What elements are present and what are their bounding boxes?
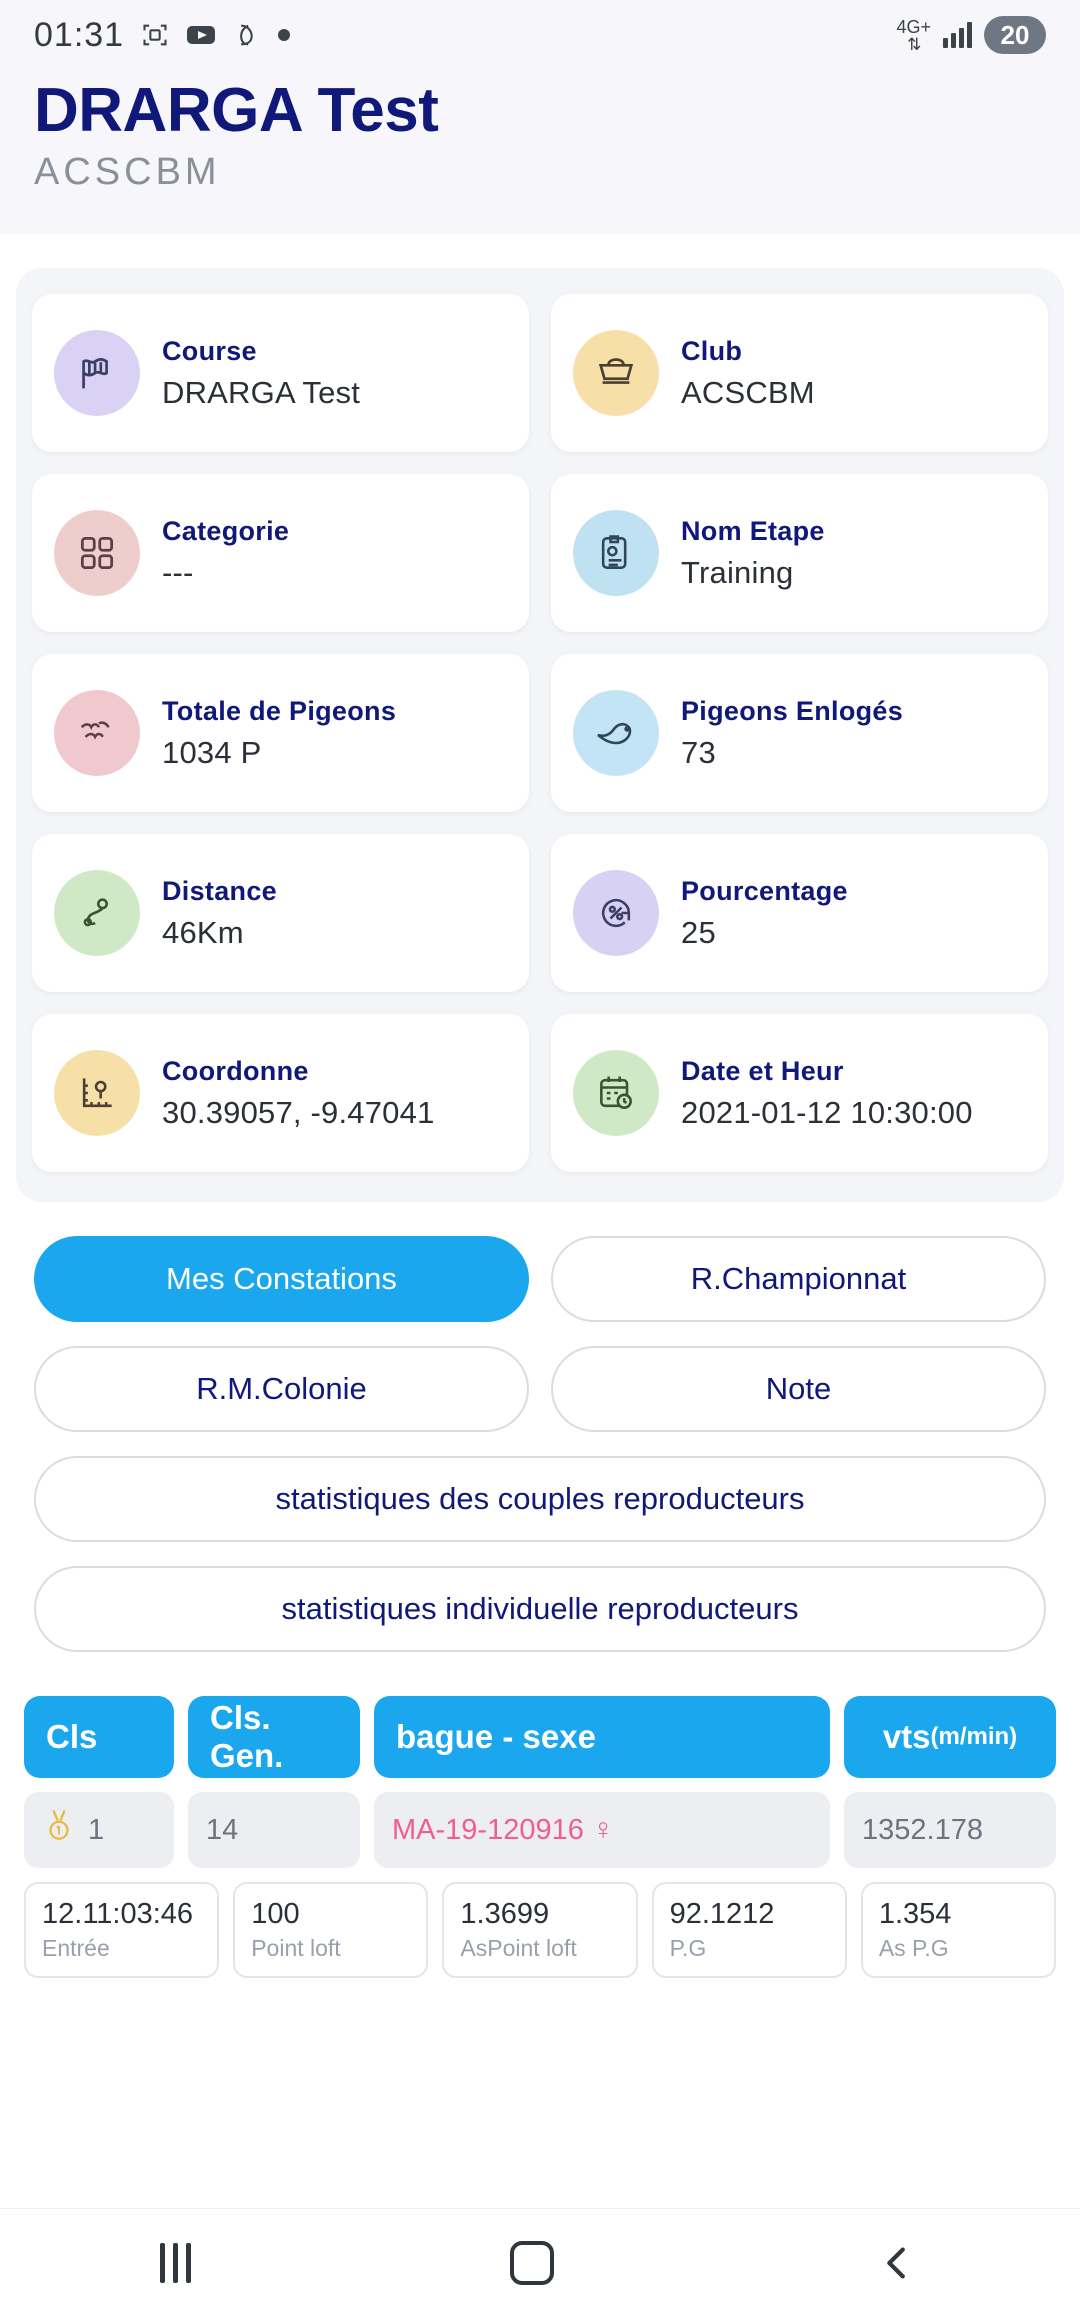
info-card-grid — [32, 294, 1048, 1172]
signal-icon — [943, 22, 972, 48]
detail-value: 100 — [251, 1898, 300, 1931]
tab-statistiques-couples[interactable]: statistiques des couples reproducteurs — [34, 1456, 1046, 1542]
info-card-texts — [162, 696, 396, 771]
column-header-vts-unit: (m/min) — [930, 1723, 1018, 1751]
results-table — [0, 1652, 1080, 1978]
detail-label: AsPoint loft — [460, 1935, 577, 1962]
race-flags-icon — [54, 330, 140, 416]
info-card-label: Distance — [162, 875, 277, 906]
info-card-label: Pourcentage — [681, 875, 848, 906]
detail-label: Point loft — [251, 1935, 341, 1962]
cell-cls — [24, 1792, 174, 1868]
info-card-value: 30.39057, -9.47041 — [162, 1094, 435, 1130]
detail-value: 1.354 — [878, 1898, 952, 1931]
page-header — [0, 70, 1080, 234]
cell-cls-gen: 14 — [188, 1792, 360, 1868]
detail-pg — [652, 1882, 847, 1978]
info-card-value: 25 — [681, 914, 716, 950]
detail-point-loft — [233, 1882, 428, 1978]
info-card-value: 73 — [681, 734, 716, 770]
info-card-nom-etape — [551, 474, 1048, 632]
cell-vts: 1352.178 — [844, 1792, 1056, 1868]
detail-aspoint-loft — [442, 1882, 637, 1978]
info-card-label: Coordonne — [162, 1055, 309, 1086]
info-card-categorie — [32, 474, 529, 632]
tab-group — [0, 1202, 1080, 1652]
medal-icon — [42, 1807, 76, 1853]
info-card-texts — [681, 336, 815, 411]
youtube-icon — [186, 20, 216, 50]
cls-value: 1 — [88, 1813, 105, 1846]
info-card-label: Totale de Pigeons — [162, 695, 397, 726]
status-bar — [0, 0, 1080, 70]
tab-r-m-colonie[interactable]: R.M.Colonie — [34, 1346, 529, 1432]
info-card-texts — [681, 1056, 973, 1131]
info-card-value: 2021-01-12 10:30:00 — [681, 1094, 973, 1130]
detail-label: P.G — [669, 1935, 707, 1962]
page-subtitle: ACSCBM — [34, 151, 221, 194]
dove-icon — [573, 690, 659, 776]
info-card-value: --- — [162, 554, 194, 590]
status-time: 01:31 — [34, 15, 125, 54]
cell-bague — [374, 1792, 830, 1868]
android-nav-bar — [0, 2208, 1080, 2316]
column-header-cls-gen[interactable]: Cls. Gen. — [188, 1696, 360, 1778]
back-icon[interactable] — [874, 2240, 920, 2286]
map-route-icon — [54, 870, 140, 956]
status-bar-right — [896, 16, 1046, 54]
tab-mes-constations[interactable]: Mes Constations — [34, 1236, 529, 1322]
detail-as-pg — [861, 1882, 1056, 1978]
status-bar-left — [34, 16, 290, 55]
info-card-texts — [162, 876, 277, 951]
pigeons-icon — [54, 690, 140, 776]
club-banner-icon — [573, 330, 659, 416]
info-card-texts — [681, 876, 848, 951]
info-card-pigeons-enloges — [551, 654, 1048, 812]
detail-label: As P.G — [878, 1935, 949, 1962]
detail-value: 12.11:03:46 — [42, 1898, 194, 1931]
clipboard-step-icon — [573, 510, 659, 596]
detail-label: Entrée — [42, 1935, 110, 1962]
page-title: DRARGA Test — [34, 76, 439, 145]
calendar-clock-icon — [573, 1050, 659, 1136]
home-icon[interactable] — [510, 2241, 554, 2285]
category-grid-icon — [54, 510, 140, 596]
column-header-cls[interactable]: Cls — [24, 1696, 174, 1778]
info-card-value: 1034 P — [162, 734, 262, 770]
info-card-label: Club — [681, 335, 743, 366]
bague-value: MA-19-120916 — [392, 1813, 584, 1846]
screenshot-icon — [140, 20, 170, 50]
battery-indicator: 20 — [984, 16, 1046, 54]
percent-icon — [573, 870, 659, 956]
app-icon — [232, 20, 262, 50]
dot-icon — [278, 29, 290, 41]
info-card-distance — [32, 834, 529, 992]
row-details — [24, 1882, 1056, 1978]
info-card-pourcentage — [551, 834, 1048, 992]
info-card-value: 46Km — [162, 914, 244, 950]
info-card-label: Pigeons Enlogés — [681, 695, 904, 726]
info-card-value: DRARGA Test — [162, 374, 361, 410]
column-header-bague-sexe[interactable]: bague - sexe — [374, 1696, 830, 1778]
info-card-club — [551, 294, 1048, 452]
detail-entree — [24, 1882, 219, 1978]
info-panel — [16, 268, 1064, 1202]
info-card-texts — [162, 1056, 435, 1131]
info-card-label: Nom Etape — [681, 515, 825, 546]
recents-icon[interactable] — [160, 2243, 191, 2283]
detail-value: 1.3699 — [460, 1898, 550, 1931]
column-header-vts[interactable] — [844, 1696, 1056, 1778]
info-card-course — [32, 294, 529, 452]
table-row[interactable] — [24, 1792, 1056, 1868]
info-card-label: Categorie — [162, 515, 290, 546]
tab-statistiques-individuelle[interactable]: statistiques individuelle reproducteurs — [34, 1566, 1046, 1652]
info-card-label: Date et Heur — [681, 1055, 844, 1086]
tab-note[interactable]: Note — [551, 1346, 1046, 1432]
info-card-texts — [162, 516, 289, 591]
info-card-totale-pigeons — [32, 654, 529, 812]
network-type: 4G+ ⇅ — [896, 16, 931, 54]
tab-r-championnat[interactable]: R.Championnat — [551, 1236, 1046, 1322]
info-card-value: Training — [681, 554, 794, 590]
results-header-row — [24, 1696, 1056, 1778]
female-icon: ♀ — [591, 1813, 615, 1847]
column-header-vts-label: vts — [882, 1718, 931, 1756]
info-card-texts — [162, 336, 360, 411]
info-card-date-heur — [551, 1014, 1048, 1172]
info-card-texts — [681, 696, 903, 771]
coordinates-pin-icon — [54, 1050, 140, 1136]
info-card-label: Course — [162, 335, 257, 366]
detail-value: 92.1212 — [669, 1898, 775, 1931]
info-card-texts — [681, 516, 825, 591]
info-card-value: ACSCBM — [681, 374, 815, 410]
info-card-coordonne — [32, 1014, 529, 1172]
